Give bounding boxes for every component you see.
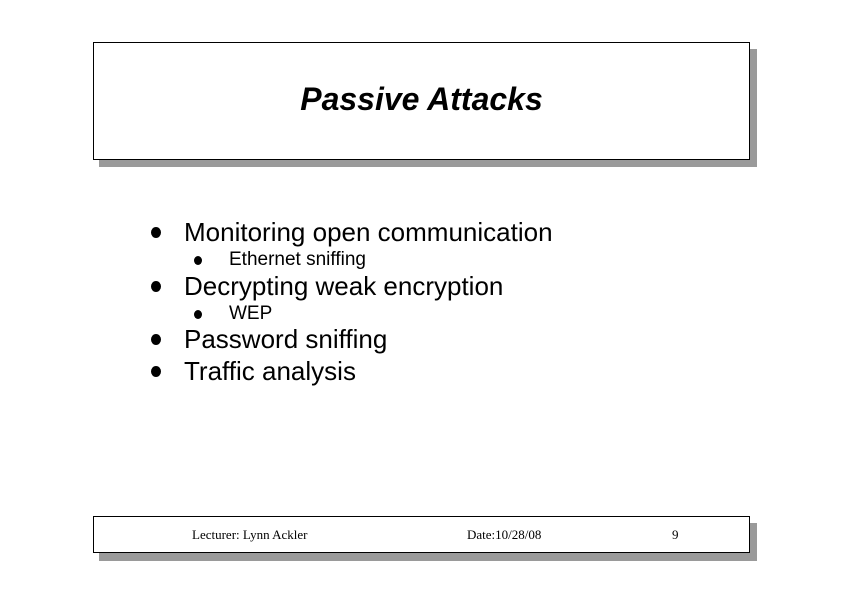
sub-bullet-dot-icon bbox=[194, 310, 202, 319]
bullet-dot-icon bbox=[151, 366, 161, 377]
bullet-item bbox=[151, 217, 553, 248]
bullet-item bbox=[151, 324, 387, 355]
bullet-dot-icon bbox=[151, 334, 161, 345]
bullet-dot-icon bbox=[151, 281, 161, 292]
slide-title: Passive Attacks bbox=[300, 80, 543, 117]
bullet-text: Password sniffing bbox=[184, 324, 388, 354]
bullet-dot-icon bbox=[151, 227, 161, 238]
sub-bullet-text: WEP bbox=[229, 303, 273, 324]
bullet-item bbox=[151, 271, 503, 302]
sub-bullet-item bbox=[194, 303, 272, 325]
sub-bullet-item bbox=[194, 249, 366, 271]
footer-box bbox=[93, 516, 750, 553]
bullet-item bbox=[151, 356, 356, 387]
footer-page-number: 9 bbox=[672, 527, 679, 542]
bullet-text: Traffic analysis bbox=[184, 356, 356, 386]
sub-bullet-dot-icon bbox=[194, 256, 202, 265]
footer-date: Date:10/28/08 bbox=[467, 527, 542, 542]
bullet-text: Monitoring open communication bbox=[184, 217, 553, 247]
sub-bullet-text: Ethernet sniffing bbox=[229, 249, 366, 270]
bullet-text: Decrypting weak encryption bbox=[184, 271, 504, 301]
footer-lecturer: Lecturer: Lynn Ackler bbox=[192, 527, 308, 542]
